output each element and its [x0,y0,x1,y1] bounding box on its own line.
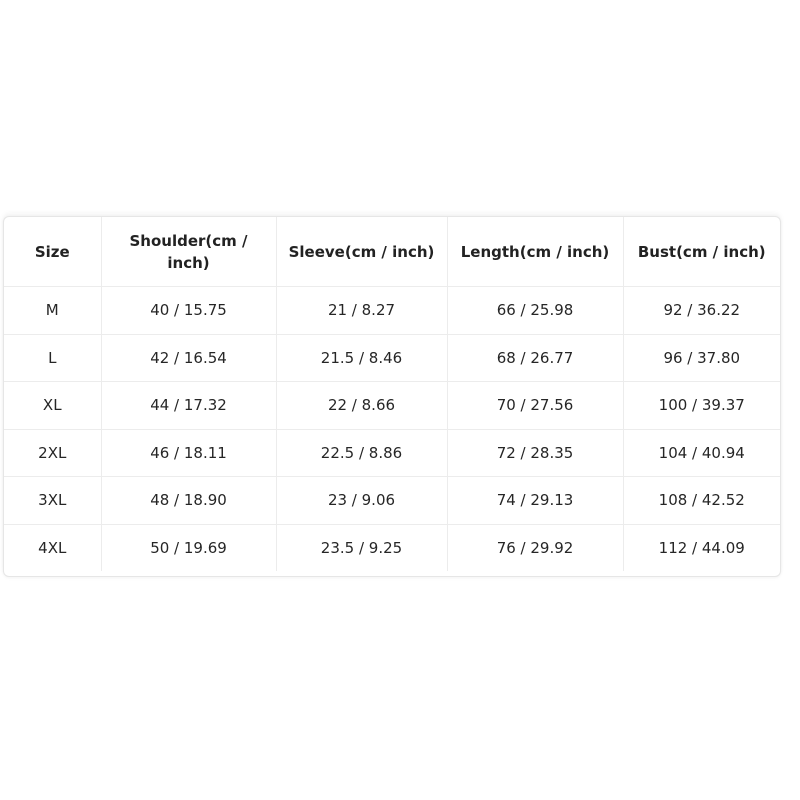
cell-sleeve: 23 / 9.06 [276,477,447,525]
cell-sleeve: 21.5 / 8.46 [276,334,447,382]
cell-bust: 108 / 42.52 [623,477,780,525]
cell-shoulder: 50 / 19.69 [101,524,276,571]
cell-size: XL [4,382,101,430]
table-row [4,382,780,430]
size-chart-card [3,216,781,577]
cell-length: 70 / 27.56 [447,382,623,430]
table-row [4,429,780,477]
cell-size: 3XL [4,477,101,525]
cell-sleeve: 21 / 8.27 [276,287,447,335]
cell-size: 4XL [4,524,101,571]
cell-sleeve: 23.5 / 9.25 [276,524,447,571]
cell-bust: 92 / 36.22 [623,287,780,335]
cell-shoulder: 42 / 16.54 [101,334,276,382]
cell-shoulder: 48 / 18.90 [101,477,276,525]
table-row [4,477,780,525]
cell-bust: 112 / 44.09 [658,538,745,557]
cell-length: 66 / 25.98 [447,287,623,335]
table-row [4,287,780,335]
size-chart-table [4,217,780,571]
table-row [4,524,780,571]
cell-shoulder: 44 / 17.32 [101,382,276,430]
header-size: Size [4,217,101,287]
cell-shoulder: 40 / 15.75 [101,287,276,335]
header-bust: Bust(cm / inch) [623,217,780,287]
table-header-row [4,217,780,287]
header-sleeve: Sleeve(cm / inch) [276,217,447,287]
header-shoulder: Shoulder(cm / inch) [101,217,276,287]
cell-length: 68 / 26.77 [447,334,623,382]
cell-shoulder: 46 / 18.11 [101,429,276,477]
cell-length: 76 / 29.92 [447,524,623,571]
cell-length: 74 / 29.13 [447,477,623,525]
table-row [4,334,780,382]
cell-bust: 96 / 37.80 [623,334,780,382]
cell-sleeve: 22 / 8.66 [276,382,447,430]
cell-sleeve: 22.5 / 8.86 [276,429,447,477]
cell-bust: 104 / 40.94 [623,429,780,477]
cell-bust: 100 / 39.37 [623,382,780,430]
header-length: Length(cm / inch) [447,217,623,287]
cell-size: L [4,334,101,382]
cell-size: M [4,287,101,335]
cell-size: 2XL [4,429,101,477]
cell-length: 72 / 28.35 [447,429,623,477]
